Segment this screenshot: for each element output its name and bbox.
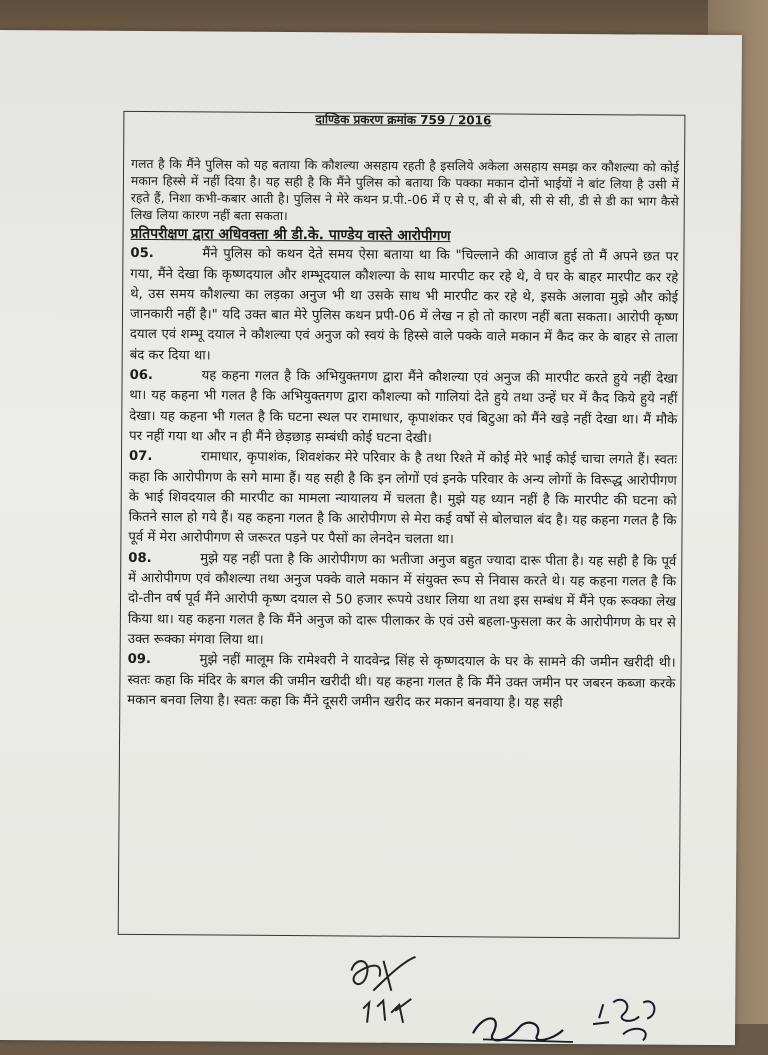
paragraph-number: 08. — [128, 550, 152, 566]
witness-signature-mark — [463, 983, 663, 1054]
paragraph-number: 06. — [129, 367, 154, 384]
paragraph-06 — [129, 366, 678, 451]
paper-sheet — [0, 30, 742, 1045]
cross-examination-title: प्रतिपरीक्षण द्वारा अधिवक्ता श्री डी.के. पाण्डेय वास्ते आरोपीगण — [130, 225, 451, 245]
paragraph-number: 09. — [127, 652, 152, 668]
paragraph-text: मुझे नहीं मालूम कि रामेश्वरी ने यादवेन्द्र सिंह से कृष्णदयाल के घर के सामने की जमीन खरीदी थी। स्वतः कहा कि मंदिर के बगल की जमीन खरीदी थी। यह कहना गलत है कि मैंने उक्त जमीन पर जबरन कब्जा करके मकान बनवा लिया है। स्वतः कहा कि मैंने दूसरी जमीन खरीद कर मकान बनवाया है। यह सही — [127, 652, 676, 711]
paragraph-number: 07. — [128, 449, 153, 465]
paragraph-text: मैंने पुलिस को कथन देते समय ऐसा बताया था कि "चिल्लाने की आवाज हुई तो मैं अपने छत पर गया, मैंने देखा कि कृष्णदयाल और शम्भूदयाल कौशल्या के साथ मारपीट कर रहे थे, वे घर के बाहर मारपीट कर रहे थे, उस समय कौशल्या का लड़का अनुज भी था उसके साथ भी मारपीट कर रहे थे, इसके अलावा मुझे और कोई जानकारी नहीं है।" यदि उक्त बात मेरे पुलिस कथन प्रपी-06 में लेख न हो तो कारण नहीं बता सकता। आरोपी कृष्ण दयाल एवं शम्भू दयाल ने कौशल्या एवं अनुज को स्वयं के हिस्से वाले पक्के वाले मकान में कैद कर के बाहर से ताला बंद कर दिया था। — [129, 246, 679, 364]
paragraph-05 — [130, 244, 679, 370]
intro-paragraph: गलत है कि मैंने पुलिस को यह बताया कि कौशल्या असहाय रहती है इसलिये अकेला असहाय समझ कर कौशल्या को कोई मकान हिस्से में नहीं दिया है। यह सही है कि मैंने पुलिस को बताया कि पक्का मकान दोनों भाईयों ने बांट लिया है उसी में रहते हैं, निशा कभी-कबार आती है। पुलिस ने मेरे कथन प्र.पी.-06 में ए से ए, बी से बी, सी से सी, डी से डी का भाग कैसे लिख लिया कारण नहीं बता सकता। — [130, 155, 680, 224]
case-number-header: दाण्डिक प्रकरण क्रमांक 759 / 2016 — [315, 112, 492, 128]
document-body — [127, 155, 679, 715]
paragraph-09 — [127, 650, 675, 715]
paragraph-text: रामाधार, कृपाशंक, शिवशंकर मेरे परिवार के है तथा रिश्ते में कोई मेरे भाई कोई चाचा लगते हैं। स्वतः कहा कि आरोपीगण के सगे मामा हैं। यह सही है कि इन लोगों एवं इनके परिवार के अन्य लोगों के विरूद्ध आरोपीगण के भाई शिवदयाल की मारपीट का मामला न्यायालय में चलता है। मुझे यह ध्यान नहीं है कि मारपीट की घटना को कितने साल हो गये हैं। यह कहना गलत है कि आरोपीगण से मेरा कई वर्षो से बोलचाल बंद है। यह कहना गलत है कि पूर्व में मेरा आरोपीगण से जरूरत पड़ने पर पैसों का लेनदेन चलता था। — [128, 449, 678, 548]
paragraph-08 — [128, 549, 677, 654]
paragraph-text: यह कहना गलत है कि अभियुक्तगण द्वारा मैंने कौशल्या एवं अनुज की मारपीट करते हुये नहीं देखा था। यह कहना भी गलत है कि अभियुक्तगण द्वारा कौशल्या को गालियां देते हुये तथा उन्हें घर में कैद किये हुये नहीं देखा। यह कहना भी गलत है कि घटना स्थल पर रामाधार, कृपाशंकर एवं बिटुआ को मैंने खड़े नहीं देखा था। मैं मौके पर नहीं गया था और न ही मैंने छेड़छाड़ सम्बंधी कोई घटना देखी। — [129, 368, 678, 446]
paragraph-07 — [128, 447, 677, 552]
judge-signature-mark — [343, 950, 424, 1041]
paragraph-number: 05. — [130, 246, 154, 262]
paragraph-text: मुझे यह नहीं पता है कि आरोपीगण का भतीजा अनुज बहुत ज्यादा दारू पीता है। यह सही है कि पूर्व में आरोपीगण एवं कौशल्या तथा अनुज पक्के वाले मकान में संयुक्त रूप से निवास करते थे। यह कहना गलत है कि दो-तीन वर्ष पूर्व मैंने आरोपी कृष्ण दयाल से 50 हजार रूपये उधार लिया था तथा इस सम्बंध में मैंने एक रूक्का लेख किया था। यह कहना गलत है कि मैंने अनुज को दारू पीलाकर के एवं उसे बहला-फुसला कर के आरोपीगण के घर से उक्त रूक्का मंगवा लिया था। — [127, 551, 677, 648]
